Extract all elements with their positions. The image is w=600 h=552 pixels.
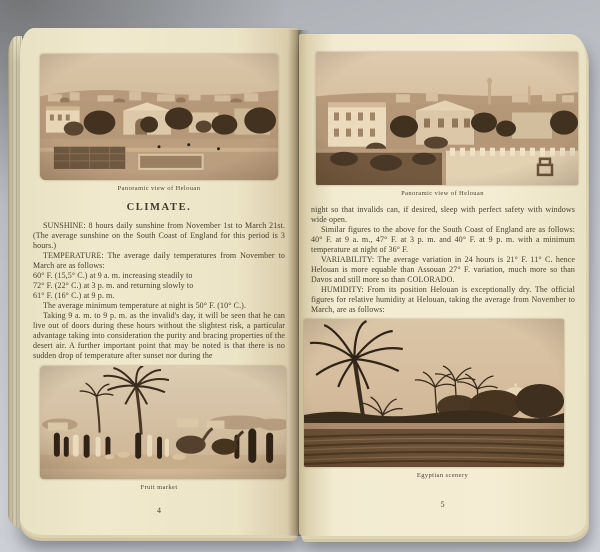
paragraph-invalids-day: Taking 9 a. m. to 9 p. m. as the invalid's day, it will be seen that he can live out of doors during these hours without the slightest risk, a particular advantage taking into consideration the purity and bracing properties of the desert air. A further important point that may be noted is that there is no sudden drop of temperature after sunset nor during the	[33, 311, 285, 360]
photo-caption-fruit-market: Fruit market	[140, 484, 178, 491]
temperature-line-9pm: 61° F. (16° C.) at 9 p. m.	[33, 291, 115, 300]
temperature-line-9am: 60° F. (15,5° C.) at 9 a. m. increasing steadily to	[33, 271, 193, 280]
page-number-left: 4	[157, 506, 161, 515]
photo-caption-egyptian-scenery: Egyptian scenery	[416, 472, 469, 479]
right-page	[299, 34, 586, 536]
photo-caption-panoramic-left: Panoramic view of Helouan	[117, 185, 201, 192]
left-page-text	[33, 221, 285, 361]
paragraph-variability: VARIABILITY: The average variation in 24 hours is 21° F. 11° C. hence Helouan is more equable than Assouan 27° F. variation, much more so than Davos and still more so than COLORADO.	[311, 255, 575, 284]
photo-caption-panoramic-right: Panoramic view of Helouan	[401, 190, 484, 197]
egyptian-scenery-photo	[304, 319, 564, 467]
paragraph-temperature: TEMPERATURE: The average daily temperatures from November to March are as follows:	[33, 251, 285, 270]
right-page-text	[311, 205, 575, 315]
panoramic-view-of-helouan-photo-left	[40, 54, 278, 180]
section-heading-climate: CLIMATE.	[126, 202, 192, 213]
paragraph-england-figures: Similar figures to the above for the South Coast of England are as follows: 40° F. at 9 a. m., 47° F. at 3 p. m. and 40° F. at 9 p. m. with a minimum temperature at night of 36° F.	[311, 225, 575, 254]
paragraph-humidity: HUMIDITY: From its position Helouan is exceptionally dry. The official figures for relative humidity at Helouan, taking the average from November to March, are as follows:	[311, 285, 575, 314]
page-number-right: 5	[440, 500, 445, 509]
left-page	[20, 28, 298, 535]
paragraph-sunshine: SUNSHINE: 8 hours daily sunshine from November 1st to March 21st. (The average sunshine on the South Coast of England for this period is 3 hours.)	[33, 221, 285, 250]
panoramic-view-of-helouan-photo-right	[316, 52, 578, 185]
paragraph-minimum-temperature: The average minimum temperature at night is 50° F. (10° C.).	[43, 301, 247, 310]
paragraph-night-windows: night so that invalids can, if desired, sleep with perfect safety with windows wide open.	[311, 205, 575, 224]
fruit-market-photo	[40, 366, 286, 479]
temperature-line-3pm: 72° F. (22° C.) at 3 p. m. and returning slowly to	[33, 281, 194, 290]
